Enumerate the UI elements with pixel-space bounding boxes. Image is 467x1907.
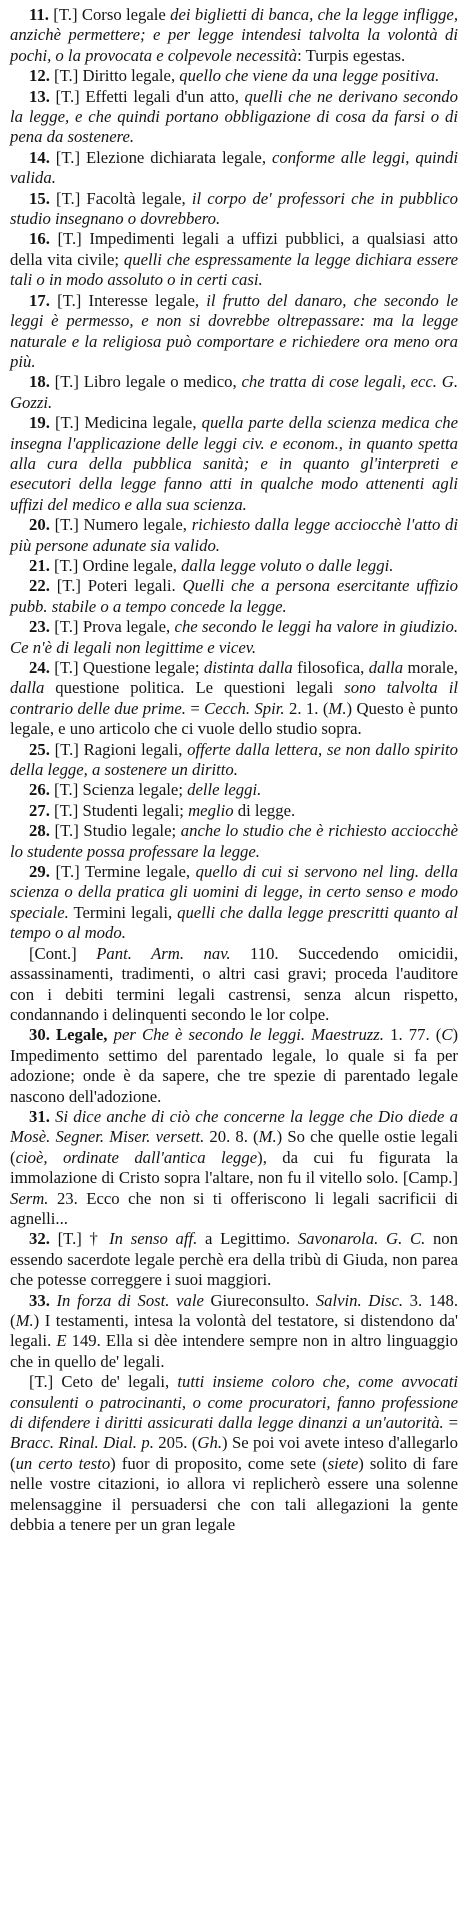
- entry-17: 17. [T.] Interesse legale, il frutto del danaro, che secondo le leggi è permesso, e non si dovrebbe oltrepassare: ma la legge naturale e la religiosa può comportare e richiedere ora meno ora più.: [10, 290, 458, 371]
- entry-15: 15. [T.] Facoltà legale, il corpo de' professori che in pubblico studio insegnano o dovrebbero.: [10, 188, 458, 229]
- entry-32: 32. [T.] † In senso aff. a Legittimo. Savonarola. G. C. non essendo sacerdote legale perchè era della tribù di Giuda, non parea che potesse correggere i suoi maggiori.: [10, 1229, 458, 1290]
- entry-20: 20. [T.] Numero legale, richiesto dalla legge acciocchè l'atto di più persone adunate sia valido.: [10, 515, 458, 555]
- entry-27: 27. [T.] Studenti legali; meglio di legge.: [29, 800, 296, 820]
- entry-31: 31. Si dice anche di ciò che concerne la legge che Dio diede a Mosè. Segner. Miser. versett. 20. 8. (M.) So che quelle ostie legali (cioè, ordinate dall'antica legge), da cui fu figurata la immolazione di Cristo sopra l'altare, non fu il vitello solo. [Camp.] Serm. 23. Ecco che non si ti offeriscono li legali sacrificii di agnelli...: [10, 1106, 458, 1228]
- entry-29: 29. [T.] Termine legale, quello di cui si servono nel ling. della scienza o della pratica gli uomini di legge, in certo senso e modo speciale. Termini legali, quelli che dalla legge prescritti quanto al tempo o al modo.: [10, 862, 458, 943]
- entry-14: 14. [T.] Elezione dichiarata legale, conforme alle leggi, quindi valida.: [10, 147, 458, 188]
- entry-33-ceto-de-legali: [T.] Ceto de' legali, tutti insieme coloro che, come avvocati consulenti o patrocinanti, o come procuratori, fanno professione di difendere i diritti assicurati dalla legge dinanzi a un'autorità. = Bracc. Rinal. Dial. p. 205. (Gh.) Se poi voi avete inteso d'allegarlo (un certo testo) fuor di proposito, come sete (siete) solito di fare nelle vostre citazioni, io allora vi replicherò essere una solenne melensaggine il persuadersi che con tali allegazioni la gente debbia a tenere per un gran legale: [10, 1372, 459, 1535]
- entry-16: 16. [T.] Impedimenti legali a uffizi pubblici, a qualsiasi atto della vita civile; quelli che espressamente la legge dichiara essere tali o in modo assoluto o in certi casi.: [10, 229, 458, 290]
- entry-22: 22. [T.] Poteri legali. Quelli che a persona esercitante uffizio pubb. stabile o a tempo concede la legge.: [10, 576, 458, 616]
- entry-13: 13. [T.] Effetti legali d'un atto, quelli che ne derivano secondo la legge, e che quindi portano obbligazione di cosa da farsi o di pena da sostenere.: [10, 86, 458, 147]
- entry-30: 30. Legale, per Che è secondo le leggi. Maestruzz. 1. 77. (C) Impedimento settimo del parentado legale, lo quale si fa per adozione; onde è da sapere, che tre spezie di parentado legale nascono dell'adozione.: [10, 1025, 459, 1106]
- entry-33: 33. In forza di Sost. vale Giureconsulto. Salvin. Disc. 3. 148. (M.) I testamenti, intesa la volontà del testatore, si distendono da' legali. E 149. Ella si dèe intendere sempre non in altro linguaggio che in quello de' legali.: [10, 1290, 458, 1371]
- entry-12: 12. [T.] Diritto legale, quello che viene da una legge positiva.: [29, 66, 440, 86]
- entry-21: 21. [T.] Ordine legale, dalla legge voluto o dalle leggi.: [29, 555, 394, 575]
- entry-24: 24. [T.] Questione legale; distinta dalla filosofica, dalla morale, dalla questione politica. Le questioni legali sono talvolta il contrario delle due prime. = Cecch. Spir. 2. 1. (M.) Questo è punto legale, e uno articolo che ci vuole dello studio sopra.: [10, 658, 458, 739]
- entry-11: 11. [T.] Corso legale dei biglietti di banca, che la legge infligge, anzichè permettere; e per legge intendesi talvolta la volontà di pochi, o la provocata e colpevole necessità: Turpis egestas.: [10, 5, 458, 65]
- entry-23: 23. [T.] Prova legale, che secondo le leggi ha valore in giudizio. Ce n'è di legali non legittime e vicev.: [10, 617, 458, 657]
- entry-25: 25. [T.] Ragioni legali, offerte dalla lettera, se non dallo spirito della legge, a sostenere un diritto.: [10, 739, 458, 780]
- entry-18: 18. [T.] Libro legale o medico, che tratta di cose legali, ecc. G. Gozzi.: [10, 372, 458, 412]
- entry-29-citation: [Cont.] Pant. Arm. nav. 110. Succedendo omicidii, assassinamenti, tradimenti, o altri casi gravi; proceda l'auditore con i debiti termini legali castrensi, senza alcun rispetto, condannando i delinquenti secondo le lor colpe.: [10, 943, 458, 1024]
- entry-26: 26. [T.] Scienza legale; delle leggi.: [29, 780, 262, 800]
- entry-19: 19. [T.] Medicina legale, quella parte della scienza medica che insegna l'applicazione delle leggi civ. e econom., in quanto spetta alla cura della pubblica sanità; e in quanto gl'interpreti e esecutori della legge fanno atti in qualche modo attenenti agli uffizi del medico e alla sua scienza.: [10, 413, 458, 514]
- entry-28: 28. [T.] Studio legale; anche lo studio che è richiesto acciocchè lo studente possa professare la legge.: [10, 821, 458, 861]
